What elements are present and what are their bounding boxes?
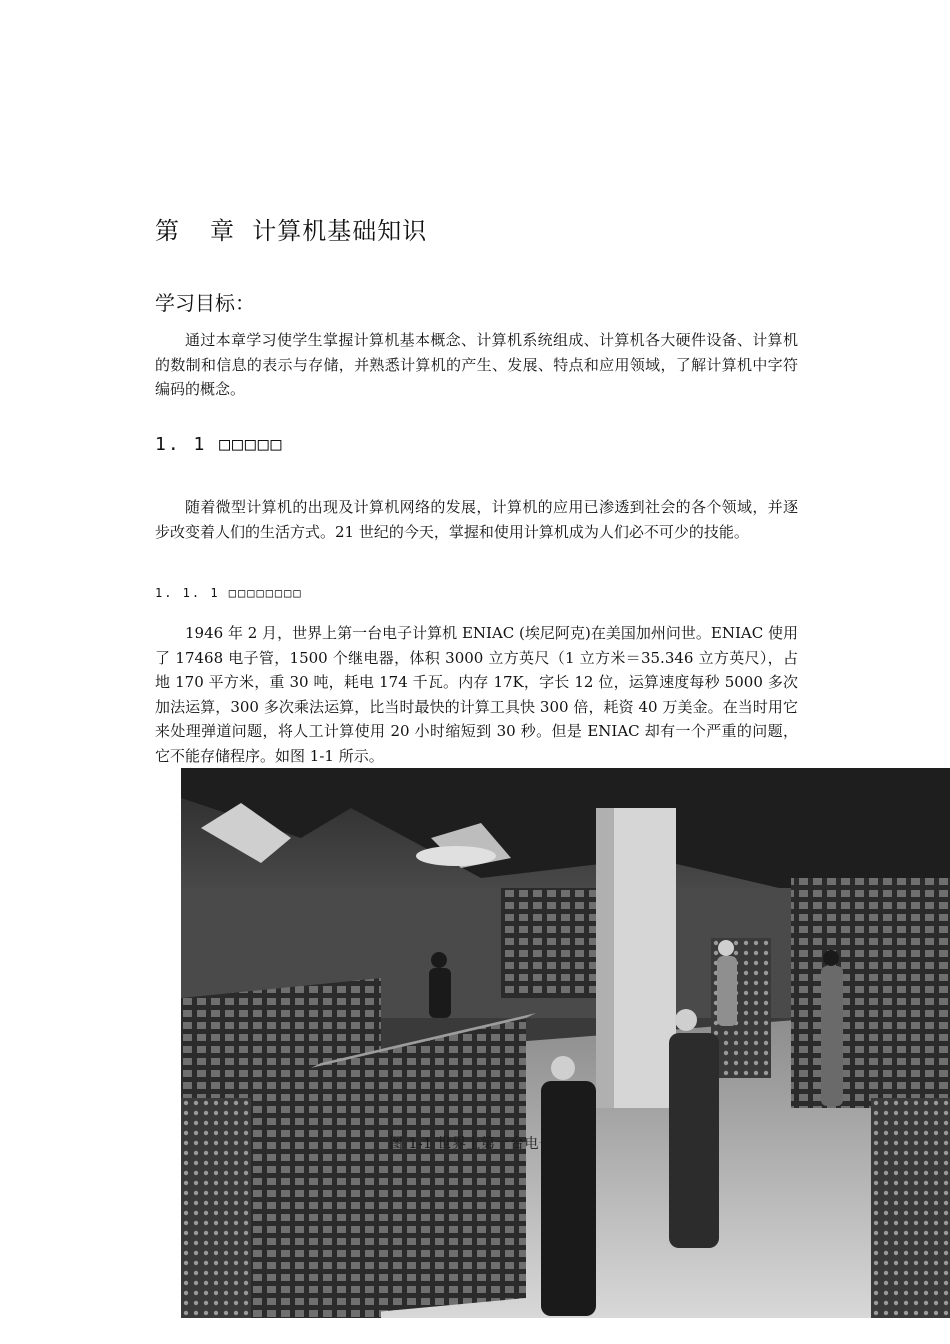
- objectives-heading: 学习目标：: [155, 291, 255, 315]
- section-1-1-heading: 1. 1 □□□□□: [155, 434, 284, 455]
- section-1-1-1-heading: 1. 1. 1 □□□□□□□□: [155, 586, 303, 600]
- section-1-1-intro: 随着微型计算机的出现及计算机网络的发展，计算机的应用已渗透到社会的各个领域，并逐步改变着人们的生活方式。21 世纪的今天，掌握和使用计算机成为人们必不可少的技能。: [155, 498, 798, 541]
- eniac-photo: [181, 768, 950, 1318]
- chapter-suffix: 章: [210, 217, 235, 245]
- chapter-title: [155, 211, 427, 246]
- chapter-name: 计算机基础知识: [252, 217, 428, 245]
- objectives-paragraph: 通过本章学习使学生掌握计算机基本概念、计算机系统组成、计算机各大硬件设备、计算机的数制和信息的表示与存储，并熟悉计算机的产生、发展、特点和应用领域，了解计算机中字符编码的概念。: [155, 331, 798, 398]
- eniac-paragraph: 1946 年 2 月，世界上第一台电子计算机 ENIAC (埃尼阿克)在美国加州问世。ENIAC 使用了 17468 电子管，1500 个继电器，体积 3000 立方英尺（1 立方米＝35.346 立方英尺），占地 170 平方米，重 30 吨，耗电 174 千瓦。内存 17K，字长 12 位，运算速度每秒 5000 多次加法运算，300 多次乘法运算，比当时最快的计算工具快 300 倍，耗资 40 万美金。在当时用它来处理弹道问题，将人工计算使用 20 小时缩短到 30 秒。但是 ENIAC 却有一个严重的问题，它不能存储程序。如图 1-1 所示。: [155, 624, 798, 765]
- chapter-prefix: 第: [155, 217, 180, 245]
- figure-caption: 图 1-1 世界上第一台电子计算机: [389, 1136, 597, 1152]
